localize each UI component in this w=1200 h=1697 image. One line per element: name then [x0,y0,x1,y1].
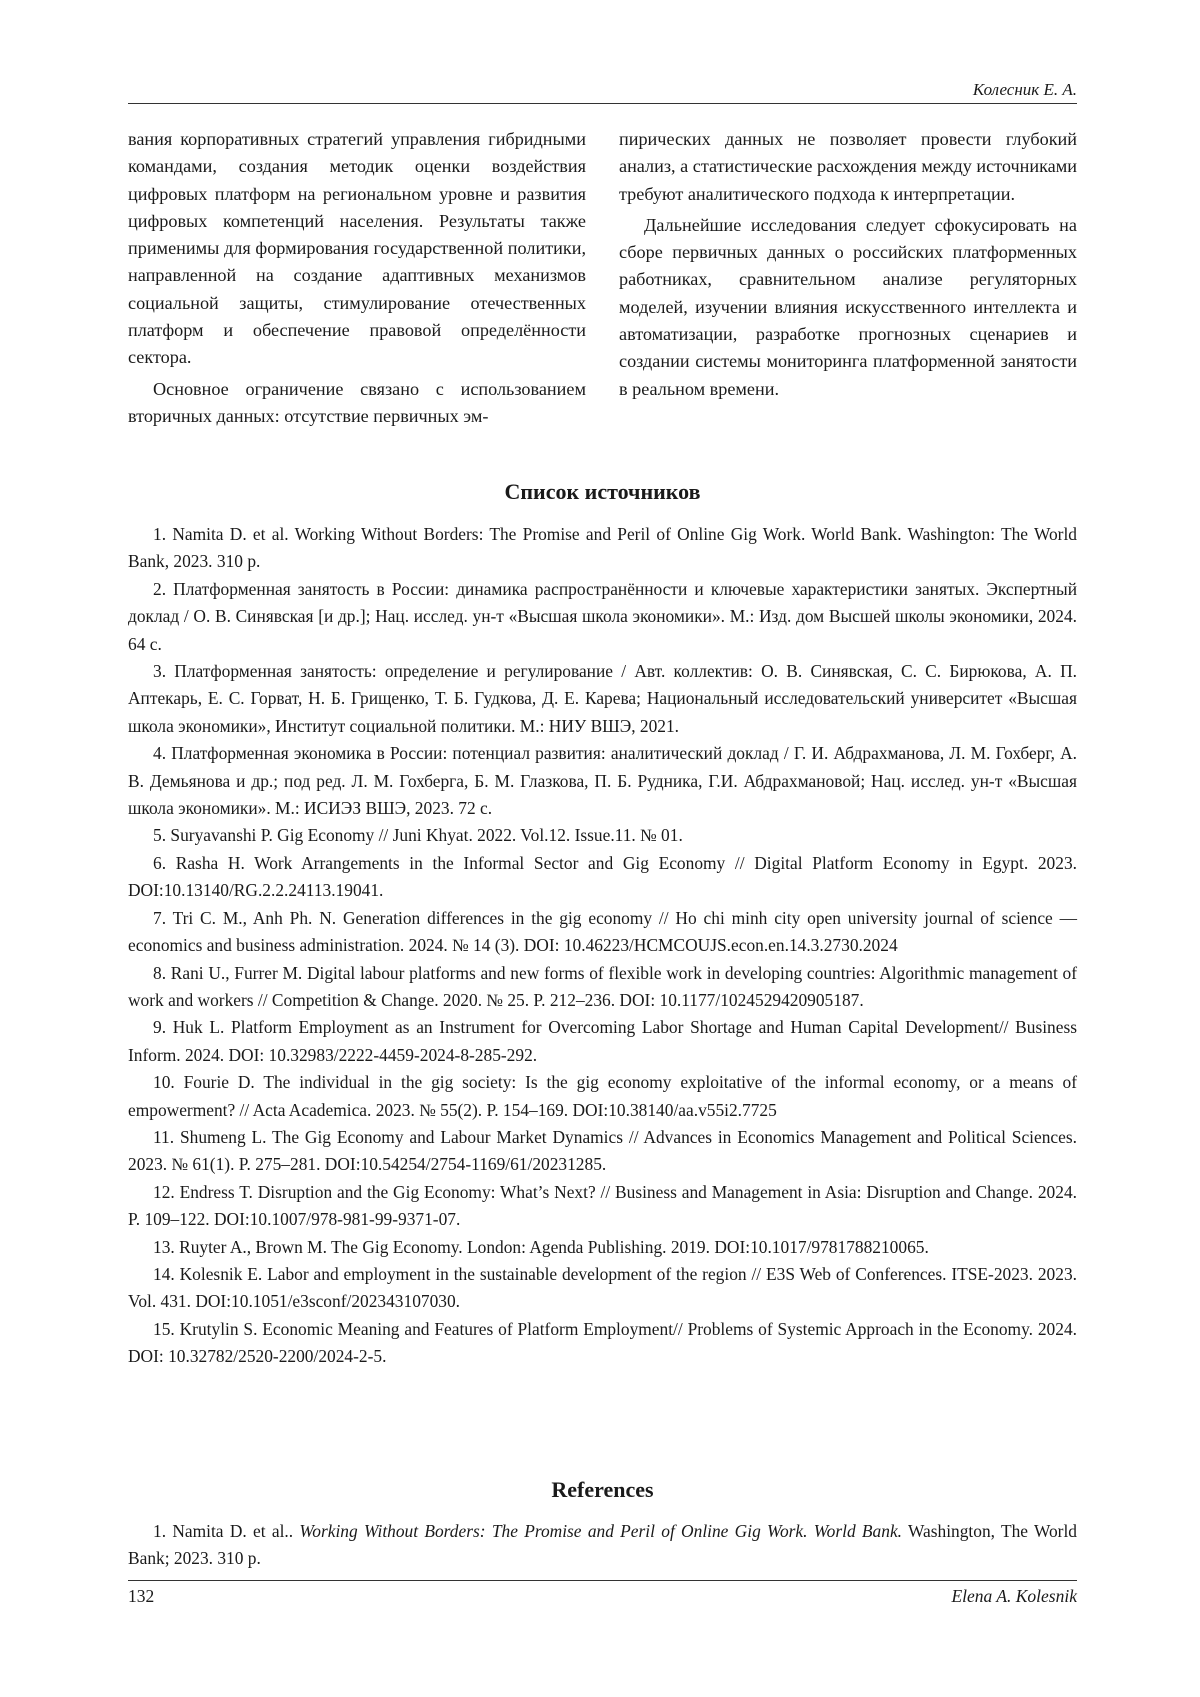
source-number: 11. [153,1126,175,1147]
source-number: 7. [153,907,167,928]
source-item [128,1014,1077,1069]
source-item [128,1124,1077,1179]
source-item [128,576,1077,658]
references-list [128,1518,1077,1573]
left-column [128,126,586,430]
source-number: 12. [153,1181,175,1202]
sources-list [128,521,1077,1371]
page-number: 132 [128,1586,155,1606]
source-text: Krutylin S. Economic Meaning and Features of Platform Employment// Problems of Systemic Approach in the Economy. 2024. DOI: 10.32782/2520-2200/2024-2-5. [128,1318,1077,1367]
reference-title: Working Without Borders: The Promise and Peril of Online Gig Work. World Bank. [299,1521,903,1541]
source-text: Suryavanshi P. Gig Economy // Juni Khyat. 2022. Vol.12. Issue.11. № 01. [170,825,683,846]
source-number: 3. [153,661,167,682]
source-number: 2. [153,578,167,599]
header-rule [128,103,1077,104]
source-number: 9. [153,1017,167,1038]
source-text: Shumeng L. The Gig Economy and Labour Market Dynamics // Advances in Economics Management and Political Sciences. 2023. № 61(1). P. 275–281. DOI:10.54254/2754-1169/61/20231285. [128,1126,1077,1175]
running-head: Колесник Е. А. [972,80,1077,99]
source-text: Платформенная экономика в России: потенциал развития: аналитический доклад / Г. И. Абдрахманова, Л. М. Гохберг, А. В. Демьянова и др.; под ред. Л. М. Гохберга, Б. М. Глазкова, П. Б. Рудника, Г.И. Абдрахмановой; Нац. исслед. ун-т «Высшая школа экономики». М.: ИСИЭЗ ВШЭ, 2023. 72 с. [128,743,1077,819]
source-text: Fourie D. The individual in the gig society: Is the gig economy exploitative of the informal economy, or a means of empowerment? // Acta Academica. 2023. № 55(2). P. 154–169. DOI:10.38140/aa.v55i2.7725 [128,1072,1077,1120]
source-number: 13. [153,1236,175,1257]
source-item [128,1316,1077,1371]
page-footer [128,1586,1077,1610]
source-number: 15. [153,1318,175,1339]
right-paragraph-2: Дальнейшие исследования следует сфокусировать на сборе первичных данных о российских платформенных работниках, сравнительном анализе регуляторных моделей, изучении влияния искусственного интеллекта и автоматизации, разработке прогнозных сценариев и создании системы мониторинга платформенной занятости в реальном времени. [619,214,1077,399]
right-paragraph-1: пирических данных не позволяет провести глубокий анализ, а статистические расхождения между источниками требуют аналитического подхода к интерпретации. [619,129,1077,204]
footer-rule [128,1580,1077,1581]
source-text: Endress T. Disruption and the Gig Economy: What’s Next? // Business and Management in Asia: Disruption and Change. 2024. P. 109–122. DOI:10.1007/978-981-99-9371-07. [128,1181,1077,1230]
source-text: Tri C. M., Anh Ph. N. Generation differences in the gig economy // Ho chi minh city open university journal of science — economics and business administration. 2024. № 14 (3). DOI: 10.46223/HCMCOUJS.econ.en.14.3.2730.2024 [128,907,1077,956]
source-text: Rani U., Furrer M. Digital labour platforms and new forms of flexible work in developing countries: Algorithmic management of work and workers // Competition & Change. 2020. № 25. P. 212–236. DOI: 10.1177/1024529420905187. [128,962,1077,1010]
source-text: Namita D. et al. Working Without Borders: The Promise and Peril of Online Gig Work. World Bank. Washington: The World Bank, 2023. 310 p. [128,524,1077,572]
source-item [128,521,1077,576]
source-number: 10. [153,1072,175,1093]
source-text: Платформенная занятость: определение и регулирование / Авт. коллектив: О. В. Синявская, С. С. Бирюкова, А. П. Аптекарь, Е. С. Горват, Н. Б. Грищенко, Т. Б. Гудкова, Д. Е. Карева; Национальный исследовательский университет «Высшая школа экономики», Институт социальной политики. М.: НИУ ВШЭ, 2021. [128,661,1077,736]
source-number: 6. [153,852,167,873]
references-heading: References [551,1477,654,1502]
right-column [619,126,1077,403]
source-item [128,822,1077,849]
source-number: 8. [153,962,167,983]
source-item [128,1179,1077,1234]
left-paragraph-2: Основное ограничение связано с использованием вторичных данных: отсутствие первичных эм- [128,378,586,426]
source-number: 5. [153,825,167,846]
reference-number: 1. [153,1521,167,1541]
source-item [128,1234,1077,1261]
body-columns [128,126,1077,456]
reference-authors: Namita D. et al.. [172,1521,300,1541]
sources-heading: Список источников [504,479,701,504]
source-item [128,1261,1077,1316]
reference-tail: Washington, The World Bank; 2023. 310 p. [128,1521,1078,1569]
source-text: Huk L. Platform Employment as an Instrument for Overcoming Labor Shortage and Human Capital Development// Business Inform. 2024. DOI: 10.32983/2222-4459-2024-8-285-292. [128,1017,1077,1065]
left-paragraph-1: вания корпоративных стратегий управления гибридными командами, создания методик оценки воздействия цифровых платформ на региональном уровне и развития цифровых компетенций населения. Результаты также применимы для формирования государственной политики, направленной на создание адаптивных механизмов социальной защиты, стимулирование отечественных платформ и обеспечение правовой определённости сектора. [128,129,586,368]
reference-item [128,1518,1077,1573]
source-number: 14. [153,1263,175,1284]
source-item [128,850,1077,905]
source-item [128,905,1077,960]
source-item [128,1069,1077,1124]
source-number: 1. [153,524,167,544]
source-text: Ruyter A., Brown M. The Gig Economy. London: Agenda Publishing. 2019. DOI:10.1017/9781788210065. [179,1236,929,1257]
footer-author: Elena A. Kolesnik [951,1586,1077,1606]
source-item [128,658,1077,740]
source-number: 4. [153,743,167,764]
source-item [128,740,1077,822]
source-text: Kolesnik E. Labor and employment in the sustainable development of the region // E3S Web of Conferences. ITSE-2023. 2023. Vol. 431. DOI:10.1051/e3sconf/202343107030. [128,1263,1077,1312]
source-text: Rasha H. Work Arrangements in the Informal Sector and Gig Economy // Digital Platform Economy in Egypt. 2023. DOI:10.13140/RG.2.2.24113.19041. [128,852,1077,901]
source-item [128,960,1077,1015]
source-text: Платформенная занятость в России: динамика распространённости и ключевые характеристики занятых. Экспертный доклад / О. В. Синявская [и др.]; Нац. исслед. ун-т «Высшая школа экономики». М.: Изд. дом Высшей школы экономики, 2024. 64 с. [128,578,1077,654]
